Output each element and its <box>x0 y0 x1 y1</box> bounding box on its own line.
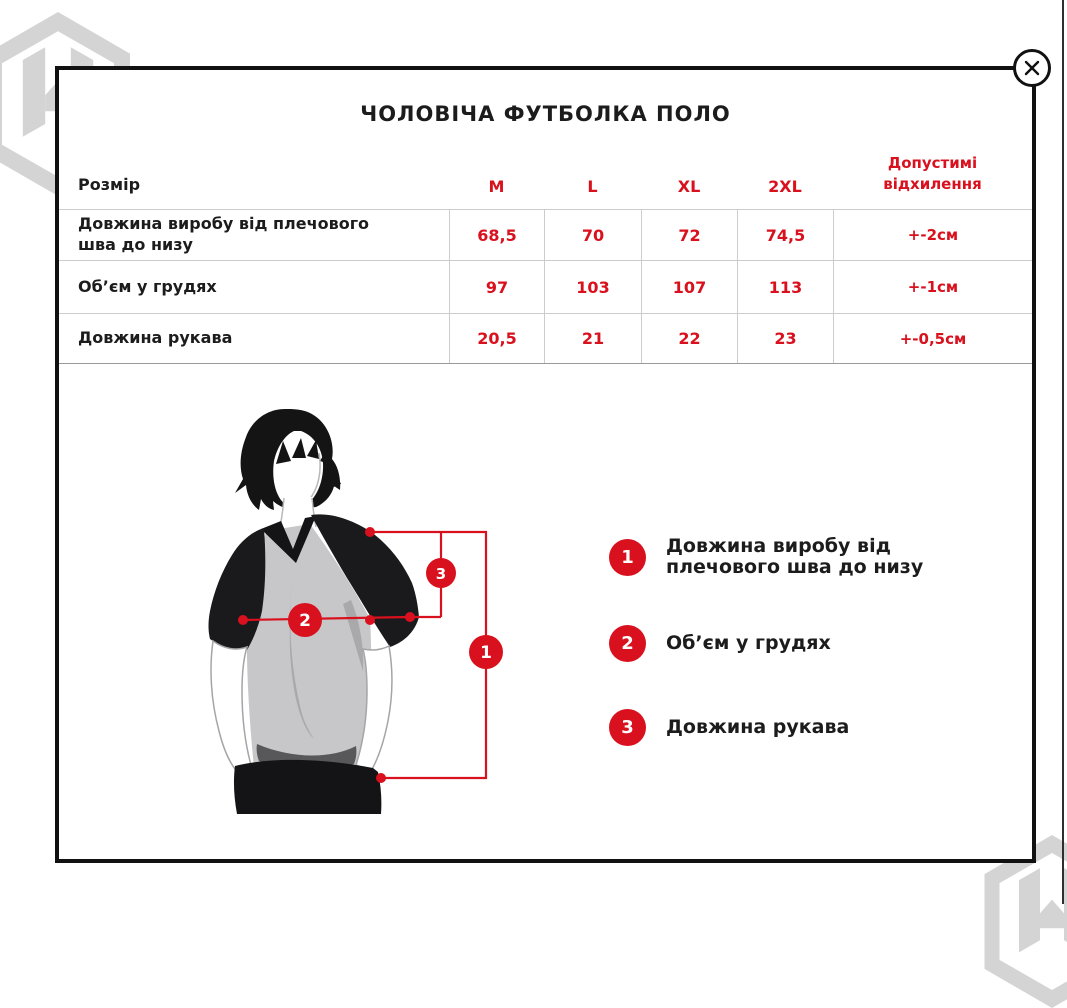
legend-badge-1: 1 <box>609 539 646 576</box>
cell-value: 107 <box>641 261 737 313</box>
cell-deviation: +-1см <box>833 261 1032 313</box>
row-label: Об’єм у грудях <box>78 276 217 296</box>
cell-value: 23 <box>737 314 833 363</box>
size-header-2xl: 2XL <box>768 177 802 196</box>
size-header-m: M <box>488 177 505 196</box>
size-chart-modal <box>55 66 1036 863</box>
modal-title: ЧОЛОВІЧА ФУТБОЛКА ПОЛО <box>360 102 731 126</box>
cell-value: 20,5 <box>449 314 544 363</box>
row-label: Довжина рукава <box>78 328 233 348</box>
cell-value: 22 <box>641 314 737 363</box>
cell-value: 21 <box>544 314 641 363</box>
left-arm <box>211 641 251 769</box>
cell-value: 70 <box>544 210 641 260</box>
cell-value: 113 <box>737 261 833 313</box>
table-header-row <box>59 126 1032 210</box>
table-row <box>59 261 1032 314</box>
cell-value: 72 <box>641 210 737 260</box>
cell-deviation: +-0,5см <box>833 314 1032 363</box>
cell-deviation: +-2см <box>833 210 1032 260</box>
row-label: Довжина виробу від плечового шва до низу <box>78 214 370 254</box>
cell-value: 97 <box>449 261 544 313</box>
legend-label-2: Об’єм у грудях <box>666 632 831 654</box>
legend-label-3: Довжина рукава <box>666 716 850 738</box>
table-row <box>59 314 1032 364</box>
cell-value: 74,5 <box>737 210 833 260</box>
legend-label-1: Довжина виробу від плечового шва до низу <box>666 535 924 578</box>
deviation-column-header: Допустимі відхилення <box>883 153 982 194</box>
page-edge-divider <box>1062 0 1064 904</box>
badge-1-number: 1 <box>480 643 492 663</box>
badge-2-number: 2 <box>299 611 311 631</box>
legend-item-sleeve <box>609 709 849 746</box>
legend-item-chest <box>609 625 831 662</box>
size-table <box>59 126 1032 364</box>
legend-badge-2: 2 <box>609 625 646 662</box>
close-icon <box>1024 60 1040 76</box>
tshirt-measurement-illustration <box>205 400 505 830</box>
cell-value: 68,5 <box>449 210 544 260</box>
table-row <box>59 210 1032 261</box>
size-header-xl: XL <box>677 177 701 196</box>
close-button[interactable] <box>1013 49 1051 87</box>
cell-value: 103 <box>544 261 641 313</box>
badge-3-number: 3 <box>435 565 447 583</box>
pants <box>234 760 381 814</box>
legend-badge-3: 3 <box>609 709 646 746</box>
legend-item-length <box>609 536 966 578</box>
size-column-header: Розмір <box>78 175 141 195</box>
size-header-l: L <box>587 177 598 196</box>
